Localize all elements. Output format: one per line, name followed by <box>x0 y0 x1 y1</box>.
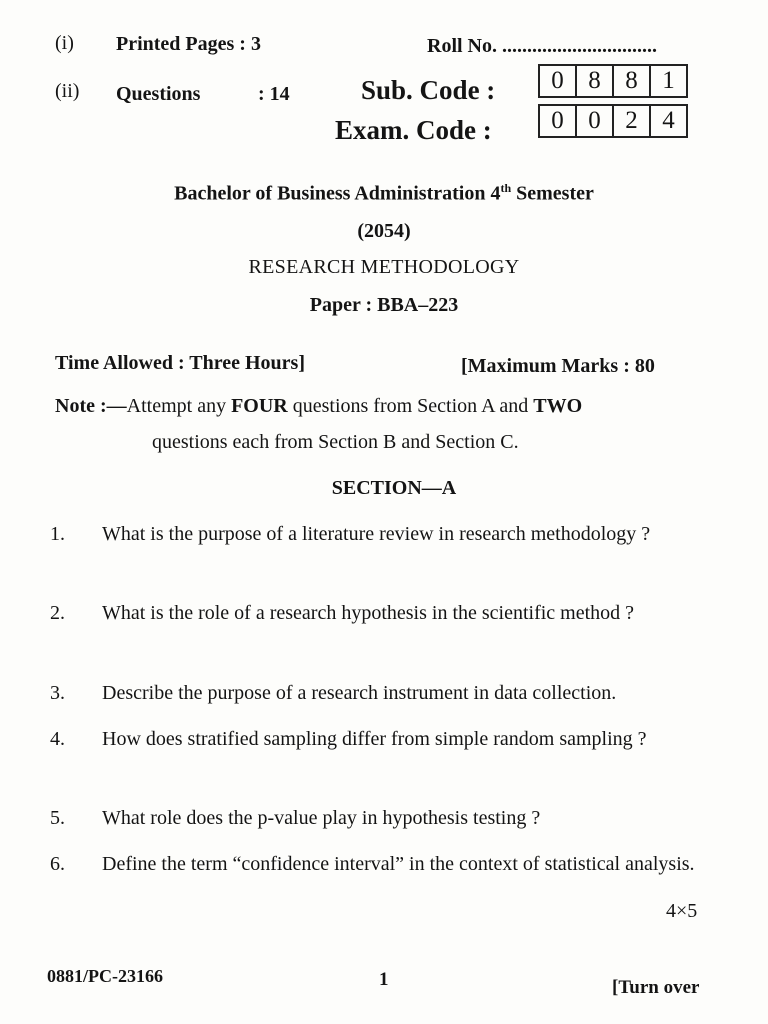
note-line-2: questions each from Section B and Section C. <box>152 431 519 453</box>
question-item <box>50 848 712 880</box>
question-number: 3. <box>50 682 65 704</box>
exam-code-digit: 2 <box>612 106 649 136</box>
sub-code-digit: 0 <box>551 67 564 94</box>
sub-code-boxes <box>538 64 688 98</box>
exam-year: (2054) <box>357 220 411 242</box>
question-item <box>50 597 712 629</box>
printed-pages: Printed Pages : 3 <box>116 33 261 55</box>
marks-distribution: 4×5 <box>666 900 698 922</box>
question-item <box>50 677 712 709</box>
questions-count: : 14 <box>258 83 290 105</box>
question-text: What is the purpose of a literature review in research methodology ? <box>102 523 651 545</box>
printed-pages-label: (i) <box>55 32 74 54</box>
exam-code-digit: 4 <box>649 106 686 136</box>
sub-code-label: Sub. Code : <box>361 75 496 105</box>
questions-label: (ii) <box>55 80 80 102</box>
question-number: 4. <box>50 728 65 750</box>
question-text: Define the term “confidence interval” in the context of statistical analysis. <box>102 853 695 875</box>
roll-no: Roll No. ............................... <box>427 35 657 57</box>
note-line-1: Note :—Attempt any FOUR questions from Section A and TWO <box>55 395 583 417</box>
question-text: What is the role of a research hypothesis in the scientific method ? <box>102 602 635 624</box>
turn-over: [Turn over <box>612 977 700 998</box>
question-text: How does stratified sampling differ from simple random sampling ? <box>102 728 647 750</box>
exam-code-label: Exam. Code : <box>335 115 492 145</box>
question-item <box>50 802 712 834</box>
degree-line: Bachelor of Business Administration 4th Semester <box>174 181 594 205</box>
question-item <box>50 518 712 550</box>
sub-code-digit: 8 <box>575 66 612 96</box>
question-item <box>50 723 712 755</box>
question-number: 6. <box>50 853 65 875</box>
note-label: Note :— <box>55 395 127 417</box>
subject-title: RESEARCH METHODOLOGY <box>248 256 520 278</box>
exam-code-digit: 0 <box>551 107 564 134</box>
paper-code: Paper : BBA–223 <box>309 294 459 316</box>
question-number: 2. <box>50 602 65 624</box>
page-number: 1 <box>379 969 389 990</box>
max-marks: [Maximum Marks : 80 <box>461 355 655 377</box>
sub-code-digit: 8 <box>612 66 649 96</box>
question-text: Describe the purpose of a research instrument in data collection. <box>102 682 617 704</box>
section-heading: SECTION—A <box>331 477 457 499</box>
question-number: 5. <box>50 807 65 829</box>
footer-code: 0881/PC-23166 <box>47 966 163 986</box>
question-number: 1. <box>50 523 65 545</box>
time-allowed: Time Allowed : Three Hours] <box>55 352 305 374</box>
exam-code-boxes <box>538 104 688 138</box>
sub-code-digit: 1 <box>649 66 686 96</box>
question-text: What role does the p-value play in hypothesis testing ? <box>102 807 541 829</box>
exam-code-digit: 0 <box>575 106 612 136</box>
questions-text: Questions <box>116 83 201 105</box>
